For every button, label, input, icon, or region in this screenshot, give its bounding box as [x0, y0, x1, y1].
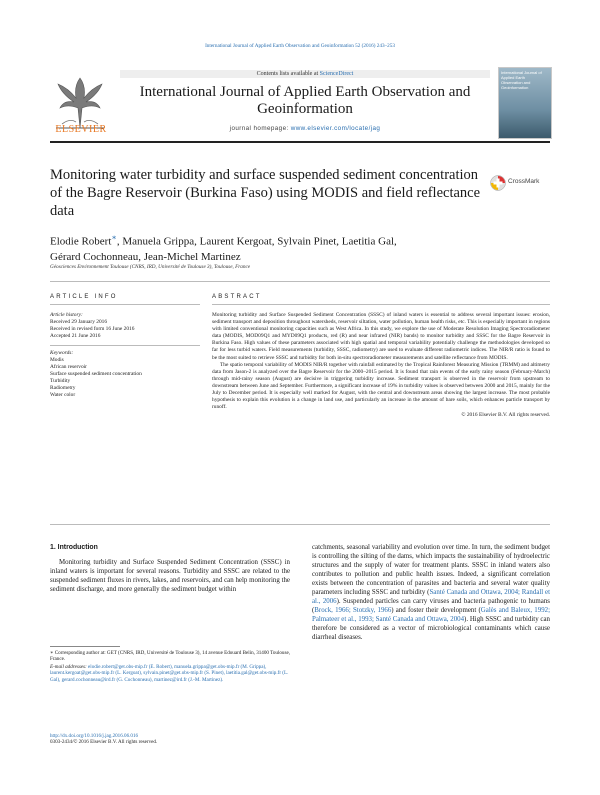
corresponding-note: ∗ Corresponding author at: GET (CNRS, IRD, Université de Toulouse 3), 14 avenue Edouard Belin, 31400 Toulouse, France. [50, 650, 290, 663]
intro-continued [312, 543, 550, 643]
intro-text-b: ). Suspended particles can carry viruses and bacteria pathogenic to humans ( [312, 598, 550, 615]
email-label: E-mail addresses: [50, 663, 89, 670]
abstract-copyright: © 2016 Elsevier B.V. All rights reserved. [461, 412, 550, 419]
homepage-label: journal homepage: [229, 125, 291, 132]
footnotes [50, 646, 290, 684]
abstract-rule [212, 304, 550, 305]
citation-link[interactable]: Brock, 1966; Stotzky, 1966 [314, 607, 392, 615]
crossmark-label: CrossMark [508, 178, 540, 185]
publisher-wordmark: ELSEVIER [55, 124, 107, 135]
title-rule [50, 281, 550, 282]
body-column-right [312, 543, 550, 643]
introduction-heading: 1. Introduction [50, 544, 98, 551]
running-header[interactable]: International Journal of Applied Earth Observation and Geoinformation 52 (2016) 243–253 [205, 43, 395, 49]
authors-rest: , Manuela Grippa, Laurent Kergoat, Sylvain Pinet, Laetitia Gal, [116, 235, 397, 248]
article-info-heading: ARTICLE INFO [50, 294, 118, 300]
revised-date: Received in revised form 16 June 2016 [50, 326, 135, 332]
masthead-rule [50, 141, 550, 143]
intro-text-d: ). High SSSC and turbidity can therefore be considered as a vector of microbiological contaminants which cause diarrheal diseases. [312, 616, 550, 642]
journal-homepage [120, 125, 490, 132]
received-date: Received 29 January 2016 [50, 319, 108, 325]
abstract-heading: ABSTRACT [212, 294, 262, 300]
first-author: Elodie Robert [50, 235, 112, 248]
keyword: African reservoir [50, 364, 87, 370]
article-title: Monitoring water turbidity and surface suspended sediment concentration of the Bagre Reservoir (Burkina Faso) using MODIS and field reflectance data [50, 167, 481, 219]
authors-line-2: Gérard Cochonneau, Jean-Michel Martinez [50, 250, 241, 263]
email-note [50, 664, 290, 683]
abstract-paragraph-1: Monitoring turbidity and Surface Suspended Sediment Concentration (SSSC) of inland waters is essential to address several important issues: erosion, sediment transport and deposition throughout watersheds, reservoir siltation, water pollution, human health risks, etc. This is especially important in regions with limited conventional monitoring capacities such as West Africa. In this study, we explore the use of Moderate Resolution Imaging Spectroradiometer data (MODIS, MOD09Q1 and MYD09Q1 products, red (R) and near infrared (NIR) bands) to monitor turbidity and SSSC for the Bagre Reservoir in Burkina Faso. High values of these parameters associated with high spatial and temporal variability potentially challenge the methodologies developed so far for less turbid waters. Field measurements (turbidity, SSSC, radiometry) are used to evaluate different radiometric indices. The NIR/R ratio is found to be the most suited to retrieve SSSC and turbidity for both in-situ spectroradiometer measurements and satellite reflectance from MODIS. [212, 312, 550, 361]
cover-title: International Journal of Applied Earth Observation and Geoinformation [501, 70, 542, 90]
corresponding-mark[interactable]: ∗ [111, 233, 117, 242]
abstract-end-rule [50, 524, 550, 525]
history-label: Article history: [50, 312, 83, 318]
keywords-rule [50, 345, 200, 346]
keyword: Surface suspended sediment concentration [50, 371, 142, 377]
abstract-paragraph-2: The spatio temporal variability of MODIS NIR/R together with rainfall estimated by the Tropical Rainforest Measuring Mission (TRMM) and altimetry data from Jason-2 is analyzed over the Bagre Reservoir for the 2000–2015 period. It is found that rain events of the early rainy season (February-March) through mid-rainy season (August) are decisive in triggering turbidity increase. Sediment transport is observed in the reservoir from upstream to downstream between June and September. Furthermore, a significant increase of 19% in turbidity values is observed between 2000 and 2015, mainly for the July to December period. It is especially well marked for August, with the central and downstream areas showing the largest increase. The most probable hypothesis to explain this evolution is a change in land use, and particularly an increase in the amount of bare soils, which enhances particle transport by runoff. [212, 361, 550, 411]
intro-text-c: ) and foster their development ( [391, 607, 481, 615]
citation-link[interactable]: Galès and Baleux, 1992; Palmateer et al., 1993; Santé Canada and Ottawa, 2004 [312, 607, 550, 624]
contents-prefix: Contents lists available at [256, 71, 320, 77]
intro-paragraph: Monitoring turbidity and Surface Suspended Sediment Concentration (SSSC) in inland waters is important for several reasons. Turbidity and SSSC are related to the suspended sediment fluxes in rivers, lakes, and reservoirs, and can help monitoring the sediment discharge, and more generally the sediment budget within [50, 559, 290, 594]
crossmark-icon [490, 175, 506, 191]
author-list [50, 230, 490, 265]
sciencedirect-link[interactable]: ScienceDirect [319, 71, 354, 77]
keyword: Radiometry [50, 385, 76, 391]
homepage-link[interactable]: www.elsevier.com/locate/jag [290, 125, 381, 132]
body-column-left [50, 543, 290, 594]
keyword: Turbidity [50, 378, 71, 384]
accepted-date: Accepted 21 June 2016 [50, 333, 101, 339]
crossmark-badge[interactable] [490, 174, 550, 192]
article-info [50, 312, 200, 399]
keyword: Modis [50, 357, 64, 363]
intro-text-a: catchments, seasonal variability and evolution over time. In turn, the sediment budget is controlling the silting of the dams, which impacts the sustainability of hydroelectric structures and the supply of water for treatment plants. SSSC in inland waters also contributes to pollution and public health issues. Indeed, a significant correlation exists between the concentration of parasites and bacteria and several water quality parameters including SSSC and turbidity ( [312, 544, 550, 597]
journal-title: International Journal of Applied Earth Observation and Geoinformation [139, 84, 471, 117]
doi-link[interactable]: http://dx.doi.org/10.1016/j.jag.2016.06.016 [50, 733, 139, 739]
contents-line [120, 70, 490, 78]
doi-block [50, 733, 290, 746]
email-addresses[interactable]: elodie.robert@get.obs-mip.fr (E. Robert), manuela.grippa@get.obs-mip.fr (M. Grippa), laurent.kergoat@get.obs-mip.fr (L. Kergoat), sylvain.pinet@get.obs-mip.fr (S. Pinet), laetitia.gal@get.obs-mip.fr (L. Gal), gerard.cochonneau@ird.fr (G. Cochonneau), martinez@ird.fr (J.-M. Martinez). [50, 663, 289, 683]
citation-link[interactable]: Santé Canada and Ottawa, 2004; Randall et al., 2006 [312, 589, 551, 606]
abstract-body [212, 312, 550, 419]
affiliation: Géosciences Environnement Toulouse (CNRS, IRD, Université de Toulouse 3), Toulouse, France [50, 264, 251, 270]
article-info-rule [50, 304, 200, 305]
keyword: Water color [50, 392, 76, 398]
issn-line: 0303-2434/© 2016 Elsevier B.V. All rights reserved. [50, 739, 158, 746]
footnote-rule [50, 646, 120, 647]
keywords-label: Keywords: [50, 350, 74, 356]
